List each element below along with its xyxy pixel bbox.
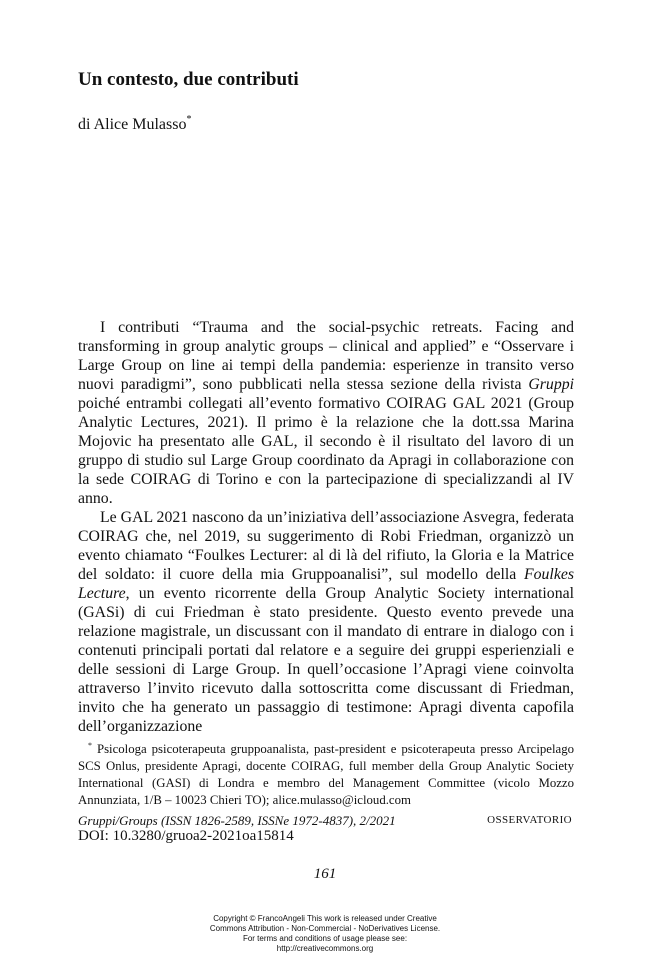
page-number: 161 bbox=[313, 866, 337, 882]
paragraph-1-text-a: I contributi “Trauma and the social-psychic retreats. Facing and transforming in group analytic groups – clinical and applied” e “Osservare i Large Group on line ai tempi della pandemia: esperienze in transito verso nuovi paradigmi”, sono pubblicati nella stessa sezione della rivista bbox=[78, 319, 574, 393]
journal-name-italic: Gruppi bbox=[528, 376, 574, 393]
author-line bbox=[78, 114, 191, 134]
paragraph-1-text-b: poiché entrambi collegati all’evento formativo COIRAG GAL 2021 (Group Analytic Lectures, 2021). Il primo è la relazione che la dott.ssa Marina Mojovic ha presentato alle GAL, il secondo è il risultato del lavoro di un gruppo di studio sul Large Group coordinato da Apragi in collaborazione con la sede COIRAG di Torino e con la partecipazione di specializzandi al IV anno. bbox=[78, 395, 574, 507]
paragraph-2-text-b: , un evento ricorrente della Group Analytic Society international (GASi) di cui Friedman è stato presidente. Questo evento prevede una relazione magistrale, un discussant con il mandato di entrare in dialogo con i contenuti principali portati dal relatore e a seguire dei gruppi esperienziali e delle sessioni di Large Group. In quell’occasione l’Apragi viene coinvolta attraverso l’invito ricevuto dalla sottoscritta come discussant di Friedman, invito che ha generato un passaggio di testimone: Apragi diventa capofila dell’organizzazione bbox=[78, 585, 574, 735]
footnote-mark: * bbox=[88, 741, 92, 750]
author-name: di Alice Mulasso bbox=[78, 116, 187, 133]
doi-line[interactable]: DOI: 10.3280/gruoa2-2021oa15814 bbox=[78, 828, 294, 844]
license-notice bbox=[0, 914, 650, 954]
license-line-2: Commons Attribution - Non-Commercial - NoDerivatives License. bbox=[209, 924, 441, 933]
section-label: OSSERVATORIO bbox=[487, 814, 572, 826]
body-paragraph-1 bbox=[78, 318, 574, 508]
journal-citation: Gruppi/Groups (ISSN 1826-2589, ISSNe 1972-4837), 2/2021 bbox=[78, 813, 396, 828]
foulkes-lecture-italic: Foulkes Lecture bbox=[78, 566, 574, 602]
author-footnote bbox=[78, 737, 574, 809]
license-line-1: Copyright © FrancoAngeli This work is released under Creative bbox=[213, 914, 437, 923]
article-title: Un contesto, due contributi bbox=[78, 69, 299, 90]
license-link[interactable]: http://creativecommons.org bbox=[276, 944, 374, 953]
paragraph-2-text-a: Le GAL 2021 nascono da un’iniziativa dell’associazione Asvegra, federata COIRAG che, nel 2019, su suggerimento di Robi Friedman, organizzò un evento chiamato “Foulkes Lecturer: al di là del rifiuto, la Gloria e la Matrice del soldato: il cuore della mia Gruppoanalisi”, sul modello della bbox=[78, 509, 574, 583]
author-footnote-mark[interactable]: * bbox=[186, 114, 192, 125]
body-paragraph-2 bbox=[78, 508, 574, 736]
footnote-text: Psicologa psicoterapeuta gruppoanalista, past-president e psicoterapeuta presso Arcipelago SCS Onlus, presidente Apragi, docente COIRAG, full member della Group Analytic Society International (GASI) di Londra e membro del Management Committee (vicolo Mozzo Annunziata, 1/B – 10023 Chieri TO); alice.mulasso@icloud.com bbox=[78, 742, 574, 807]
license-line-3: For terms and conditions of usage please see: bbox=[242, 934, 408, 943]
